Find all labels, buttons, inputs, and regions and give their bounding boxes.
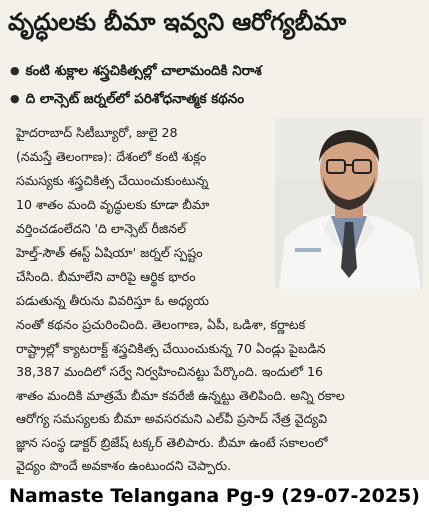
- article-line: వైద్యం పొందే అవకాశం ఉంటుందని చెప్పారు.: [16, 458, 232, 473]
- doctor-portrait-image: [275, 118, 423, 289]
- article-line: జ్ఞాన సంస్థ డాక్టర్ బ్రిజేష్ టక్కర్ తెలిపారు. బీమా ఉంటే సకాలంలో: [16, 434, 328, 450]
- article-line: వర్తించడంలేదని 'ది లాన్సెట్ రీజినల్: [16, 221, 186, 236]
- doctor-photo: [275, 118, 423, 289]
- article-line: పడుతున్న తీరును వివరిస్తూ ఓ అధ్యయ: [16, 293, 209, 308]
- subhead-1: [10, 60, 420, 82]
- subhead-2: [10, 88, 420, 110]
- article-line: సమస్యకు శస్త్రచికిత్స చేయించుకుంటున్న: [16, 173, 209, 188]
- article-line: రాష్ట్రాల్లో క్యాటరాక్ట్ శస్త్రచికిత్స చేయించుకున్న 70 ఏండ్లు పైబడిన: [16, 340, 326, 356]
- article-line: హెల్త్-సౌత్ ఈస్ట్ ఏషియా' జర్నల్ స్పష్టం: [16, 245, 203, 260]
- bullet-icon: ●: [10, 92, 20, 105]
- article-line: 38,387 మందిలో సర్వే నిర్వహించినట్టు పేర్కొంది. ఇందులో 16: [16, 364, 324, 379]
- subhead-1-text: కంటి శుక్లాల శస్త్రచికిత్సల్లో చాలామందికి నిరాశ: [25, 63, 262, 79]
- article-line: హైదరాబాద్ సిటీబ్యూరో, జులై 28: [16, 125, 178, 140]
- article-line: ఆరోగ్య సమస్యలకు బీమా అవసరమని ఎల్‌వీ ప్రసాద్ నేత్ర వైద్యవి: [16, 411, 328, 426]
- source-caption: Namaste Telangana Pg-9 (29-07-2025): [9, 485, 420, 507]
- article-line: నంతో కథనం ప్రచురించింది. తెలంగాణ, ఏపీ, ఒడిశా, కర్ణాటక: [16, 317, 306, 332]
- bullet-icon: ●: [10, 64, 20, 77]
- article-line: 10 శాతం మంది వృద్ధులకు కూడా బీమా: [16, 197, 210, 212]
- subhead-2-text: ది లాన్సెట్ జర్నల్‌లో పరిశోధనాత్మక కథనం: [25, 91, 245, 107]
- headline: వృద్ధులకు బీమా ఇవ్వని ఆరోగ్యబీమా: [8, 8, 347, 36]
- article-line: శాతం మందికి మాత్రమే బీమా కవరేజీ ఉన్నట్టు తెలిపింది. అన్ని రకాల: [16, 387, 345, 403]
- article-line: (నమస్తే తెలంగాణ): దేశంలో కంటి శుక్లం: [16, 149, 207, 164]
- article-line: చేసింది. బీమాలేని వారిపై ఆర్థిక భారం: [16, 269, 196, 284]
